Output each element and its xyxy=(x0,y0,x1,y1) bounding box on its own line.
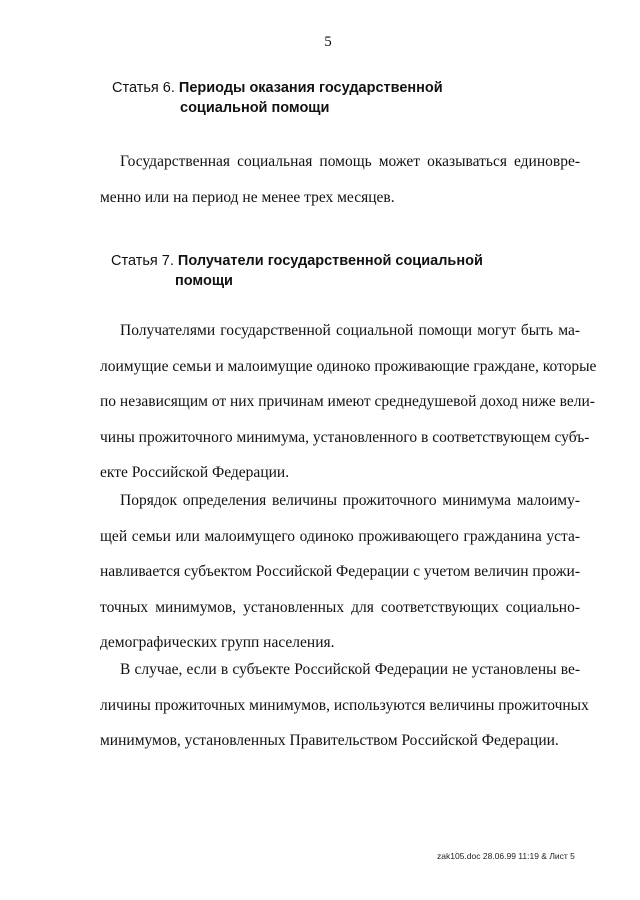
document-footer: zak105.doc 28.06.99 11:19 & Лист 5 xyxy=(437,851,575,861)
paragraph-line: по независящим от них причинам имеют среднедушевой доход ниже вели- xyxy=(100,393,595,410)
article-7-heading xyxy=(111,251,483,291)
paragraph-line: щей семьи или малоимущего одиноко проживающего гражданина уста- xyxy=(100,527,580,545)
article-6-label: Статья 6. xyxy=(112,80,175,96)
paragraph-line: менно или на период не менее трех месяцев. xyxy=(100,188,395,206)
article-6-title-line-1: Периоды оказания государственной xyxy=(178,80,443,96)
article-6-paragraph xyxy=(100,144,580,215)
article-6-heading xyxy=(112,78,443,118)
paragraph-line: екте Российской Федерации. xyxy=(100,464,290,481)
article-7-paragraph-3 xyxy=(100,652,589,759)
paragraph-line: чины прожиточного минимума, установленного в соответствующем субъ- xyxy=(100,428,590,446)
article-7-title-line-1: Получатели государственной социальной xyxy=(177,253,483,269)
paragraph-line: точных минимумов, установленных для соответствующих социально- xyxy=(100,598,580,616)
article-7-title-line-2: помощи xyxy=(175,273,233,289)
article-7-paragraph-2 xyxy=(100,483,580,661)
page-number: 5 xyxy=(324,34,332,50)
paragraph-line: Получателями государственной социальной помощи могут быть ма- xyxy=(120,322,580,339)
paragraph-line: личины прожиточных минимумов, используются величины прожиточных xyxy=(100,696,589,714)
article-7-label: Статья 7. xyxy=(111,253,174,269)
article-7-paragraph-1 xyxy=(100,313,597,491)
paragraph-line: В случае, если в субъекте Российской Федерации не установлены ве- xyxy=(120,661,580,678)
paragraph-line: Порядок определения величины прожиточного минимума малоиму- xyxy=(120,492,580,509)
paragraph-line: Государственная социальная помощь может оказываться единовре- xyxy=(120,153,580,170)
paragraph-line: демографических групп населения. xyxy=(100,634,335,651)
paragraph-line: минимумов, установленных Правительством Российской Федерации. xyxy=(100,732,559,749)
paragraph-line: лоимущие семьи и малоимущие одиноко проживающие граждане, которые xyxy=(100,357,597,375)
paragraph-line: навливается субъектом Российской Федерации с учетом величин прожи- xyxy=(100,563,580,580)
article-6-title-line-2: социальной помощи xyxy=(180,100,330,116)
